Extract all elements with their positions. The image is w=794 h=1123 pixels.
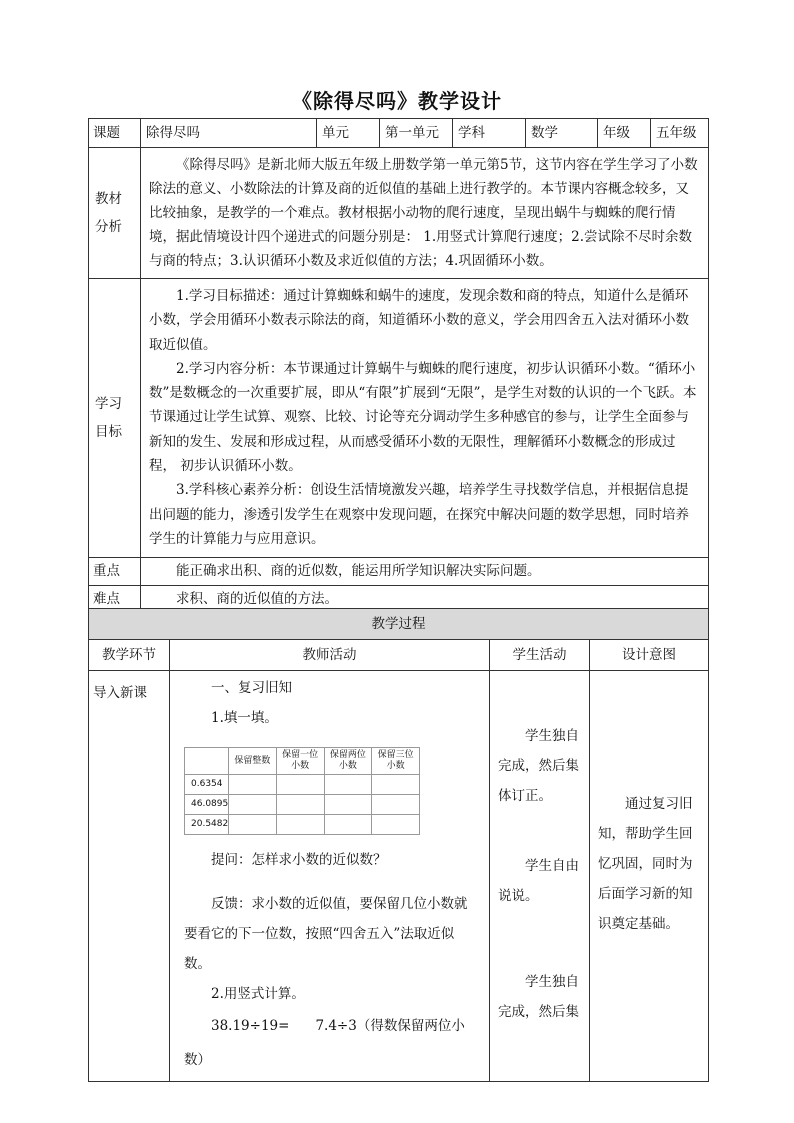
student-activity-1: 学生独自完成，然后集体订正。 bbox=[498, 728, 579, 804]
mini-header-empty bbox=[185, 748, 229, 775]
subject-label: 学科 bbox=[453, 119, 526, 148]
grade-value: 五年级 bbox=[651, 119, 709, 148]
mini-row-label: 20.5482 bbox=[185, 815, 229, 835]
goal-paragraph-1: 1.学习目标描述：通过计算蜘蛛和蜗牛的速度，发现余数和商的特点，知道什么是循环小数，学会用循环小数表示除法的商，知道循环小数的意义，学会用四舍五入法对循环小数取近似值。 bbox=[149, 288, 689, 353]
fill-in-table bbox=[184, 747, 420, 835]
document-title: 《除得尽吗》教学设计 bbox=[292, 89, 502, 113]
mini-blank-cell bbox=[324, 775, 372, 795]
mini-blank-cell bbox=[372, 795, 420, 815]
mini-row-label: 0.6354 bbox=[185, 775, 229, 795]
mini-header-1: 保留整数 bbox=[229, 748, 277, 775]
process-columns-row bbox=[89, 640, 709, 671]
key-point-text: 能正确求出积、商的近似数，能运用所学知识解决实际问题。 bbox=[141, 558, 709, 586]
difficulty-text: 求积、商的近似值的方法。 bbox=[141, 586, 709, 614]
goals-text bbox=[141, 279, 709, 558]
grade-label: 年级 bbox=[598, 119, 651, 148]
stage-cell: 导入新课 bbox=[89, 671, 170, 1082]
analysis-label: 教材 分析 bbox=[89, 148, 141, 279]
unit-value: 第一单元 bbox=[380, 119, 453, 148]
calc-title: 2.用竖式计算。 bbox=[211, 986, 305, 1002]
unit-label: 单元 bbox=[317, 119, 380, 148]
mini-row-label: 46.0895 bbox=[185, 795, 229, 815]
student-activity-3: 学生独自完成，然后集 bbox=[498, 974, 579, 1020]
info-table bbox=[88, 118, 709, 614]
goals-row bbox=[89, 279, 709, 558]
col-stage: 教学环节 bbox=[89, 640, 170, 671]
calc-expressions bbox=[184, 1009, 479, 1077]
mini-blank-cell bbox=[276, 795, 324, 815]
header-row bbox=[89, 119, 709, 148]
teacher-cell bbox=[170, 671, 490, 1082]
mini-header-4: 保留三位小数 bbox=[372, 748, 420, 775]
mini-blank-cell bbox=[324, 795, 372, 815]
student-cell bbox=[490, 671, 590, 1082]
col-intent: 设计意图 bbox=[590, 640, 709, 671]
lesson-value: 除得尽吗 bbox=[141, 119, 317, 148]
process-header: 教学过程 bbox=[89, 609, 709, 640]
mini-blank-cell bbox=[229, 815, 277, 835]
goals-label: 学习 目标 bbox=[89, 279, 141, 558]
mini-blank-cell bbox=[372, 775, 420, 795]
mini-blank-cell bbox=[276, 775, 324, 795]
mini-header-2: 保留一位小数 bbox=[276, 748, 324, 775]
review-title: 一、复习旧知 bbox=[211, 680, 292, 696]
question-text: 提问：怎样求小数的近似数？ bbox=[211, 852, 387, 868]
mini-header-3: 保留两位小数 bbox=[324, 748, 372, 775]
process-row-intro bbox=[89, 671, 709, 1082]
student-activity-2: 学生自由说说。 bbox=[498, 858, 579, 904]
mini-blank-cell bbox=[372, 815, 420, 835]
mini-blank-cell bbox=[276, 815, 324, 835]
col-teacher: 教师活动 bbox=[170, 640, 490, 671]
analysis-text: 《除得尽吗》是新北师大版五年级上册数学第一单元第5节，这节内容在学生学习了小数除法的意义、小数除法的计算及商的近似值的基础上进行教学的。本节课内容概念较多，又比较抽象，是教学的一个难点。教材根据小动物的爬行速度，呈现出蜗牛与蜘蛛的爬行情境，据此情境设计四个递进式的问题分别是： 1.用竖式计算爬行速度；2.尝试除不尽时余数与商的特点；3.认识循环小数及求近似值的方法；4.巩固循环小数。 bbox=[141, 148, 709, 279]
feedback-text: 反馈：求小数的近似值，要保留几位小数就要看它的下一位数，按照“四舍五入”法取近似数。 bbox=[184, 896, 468, 972]
mini-blank-cell bbox=[229, 795, 277, 815]
difficulty-label: 难点 bbox=[89, 586, 141, 614]
key-point-row bbox=[89, 558, 709, 586]
analysis-row bbox=[89, 148, 709, 279]
key-point-label: 重点 bbox=[89, 558, 141, 586]
goal-paragraph-3: 3.学科核心素养分析：创设生活情境激发兴趣，培养学生寻找数学信息，并根据信息提出问题的能力，渗透引发学生在观察中发现问题，在探究中解决问题的数学思想，同时培养学生的计算能力与应用意识。 bbox=[149, 482, 689, 547]
process-table bbox=[88, 608, 709, 1082]
col-student: 学生活动 bbox=[490, 640, 590, 671]
process-header-row bbox=[89, 609, 709, 640]
calc-expression-2: 7.4÷3（得数保留两位小数） bbox=[184, 1018, 465, 1068]
goal-paragraph-2: 2.学习内容分析：本节课通过计算蜗牛与蜘蛛的爬行速度，初步认识循环小数。“循环小数”是数概念的一次重要扩展，即从“有限”扩展到“无限”，是学生对数的认识的一个飞跃。本节课通过让学生试算、观察、比较、讨论等充分调动学生多种感官的参与，让学生全面参与新知的发生、发展和形成过程，从而感受循环小数的无限性，理解循环小数概念的形成过程， 初步认识循环小数。 bbox=[149, 360, 697, 475]
fill-title: 1.填一填。 bbox=[211, 710, 278, 726]
mini-blank-cell bbox=[324, 815, 372, 835]
mini-blank-cell bbox=[229, 775, 277, 795]
subject-value: 数学 bbox=[526, 119, 598, 148]
intent-cell: 通过复习旧知，帮助学生回忆巩固，同时为后面学习新的知识奠定基础。 bbox=[590, 671, 709, 1082]
calc-expression-1: 38.19÷19= bbox=[211, 1018, 290, 1034]
lesson-label: 课题 bbox=[89, 119, 141, 148]
